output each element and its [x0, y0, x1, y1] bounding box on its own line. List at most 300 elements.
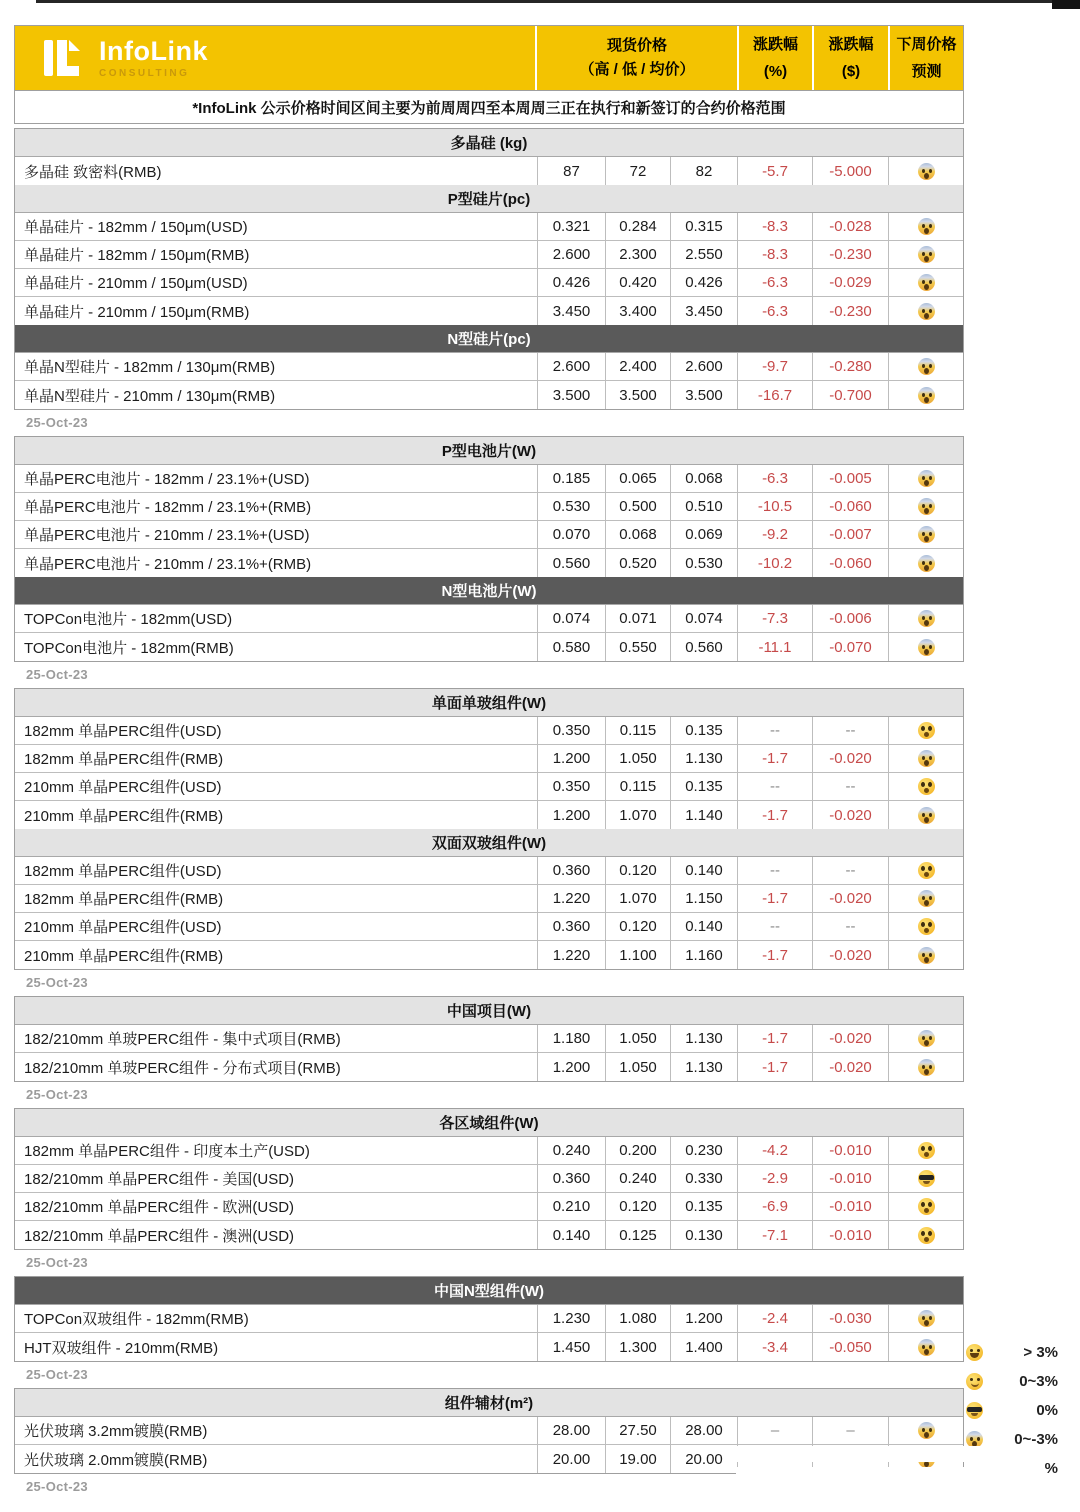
change-percent: -10.5	[737, 493, 812, 520]
price-avg: 0.135	[670, 717, 737, 744]
forecast-cell	[888, 913, 963, 940]
price-high: 0.360	[537, 913, 605, 940]
section-header	[15, 1389, 963, 1417]
price-avg: 0.140	[670, 913, 737, 940]
change-percent: -9.2	[737, 521, 812, 548]
forecast-cell	[888, 1137, 963, 1164]
section-title: 中国项目(W)	[446, 1003, 532, 1020]
price-high: 0.360	[537, 1165, 605, 1192]
table-row	[15, 213, 963, 241]
section-rows	[15, 1305, 963, 1361]
price-high: 1.200	[537, 1053, 605, 1081]
section-title: 双面双玻组件(W)	[431, 835, 547, 852]
price-low: 0.125	[605, 1221, 670, 1249]
change-percent: -6.3	[737, 269, 812, 296]
price-high: 0.426	[537, 269, 605, 296]
forecast-cell	[888, 269, 963, 296]
price-low: 0.200	[605, 1137, 670, 1164]
change-dollar: –	[812, 1417, 888, 1444]
change-dollar: -0.700	[812, 381, 888, 409]
section-header	[15, 829, 963, 857]
section-title: N型电池片(W)	[441, 583, 537, 600]
forecast-cell	[888, 213, 963, 240]
price-low: 0.284	[605, 213, 670, 240]
price-high: 2.600	[537, 241, 605, 268]
scream-emoji-icon	[918, 358, 935, 375]
section-rows	[15, 157, 963, 185]
astonished-emoji-icon	[918, 862, 935, 879]
price-high: 1.200	[537, 745, 605, 772]
change-dollar: -0.028	[812, 213, 888, 240]
price-avg: 0.530	[670, 549, 737, 577]
product-name: 182mm 单晶PERC组件(RMB)	[24, 751, 224, 768]
scream-emoji-icon	[918, 1339, 935, 1356]
price-high: 1.180	[537, 1025, 605, 1052]
product-name: HJT双玻组件 - 210mm(RMB)	[24, 1339, 219, 1357]
product-name: 182/210mm 单晶PERC组件 - 欧洲(USD)	[24, 1199, 295, 1216]
change-percent: -11.1	[737, 633, 812, 661]
forecast-cell	[888, 1165, 963, 1192]
table-row	[15, 1137, 963, 1165]
change-percent: -6.3	[737, 465, 812, 492]
brand-text	[99, 35, 208, 79]
change-dollar: -0.006	[812, 605, 888, 632]
col-spot-price-title: 现货价格	[606, 37, 667, 54]
product-name: 210mm 单晶PERC组件(RMB)	[24, 947, 224, 965]
price-avg: 0.330	[670, 1165, 737, 1192]
price-high: 28.00	[537, 1417, 605, 1444]
change-dollar: -0.060	[812, 493, 888, 520]
price-avg: 1.160	[670, 941, 737, 969]
price-low: 1.100	[605, 941, 670, 969]
forecast-cell	[888, 857, 963, 884]
table-row	[15, 633, 963, 661]
price-low: 0.550	[605, 633, 670, 661]
forecast-cell	[888, 157, 963, 185]
product-name: 光伏玻璃 3.2mm镀膜(RMB)	[24, 1423, 208, 1440]
scream-emoji-icon	[918, 947, 935, 964]
price-avg: 28.00	[670, 1417, 737, 1444]
price-avg: 1.200	[670, 1305, 737, 1332]
section-header	[15, 1109, 963, 1137]
price-high: 0.210	[537, 1193, 605, 1220]
scream-emoji-icon	[918, 1030, 935, 1047]
forecast-cell	[888, 605, 963, 632]
date-label: 25-Oct-23	[26, 1479, 88, 1494]
forecast-cell	[888, 1221, 963, 1249]
date-label: 25-Oct-23	[26, 1255, 88, 1270]
table-row	[15, 885, 963, 913]
price-high: 1.200	[537, 801, 605, 829]
table-row	[15, 1333, 963, 1361]
price-table	[14, 996, 964, 1082]
price-high: 0.560	[537, 549, 605, 577]
price-avg: 0.510	[670, 493, 737, 520]
scream-emoji-icon	[918, 1310, 935, 1327]
forecast-cell	[888, 941, 963, 969]
price-avg: 0.315	[670, 213, 737, 240]
table-section	[15, 325, 963, 409]
product-name: TOPCon电池片 - 182mm(USD)	[24, 611, 233, 628]
price-high: 1.220	[537, 885, 605, 912]
price-low: 0.420	[605, 269, 670, 296]
price-high: 0.185	[537, 465, 605, 492]
change-dollar: -0.010	[812, 1193, 888, 1220]
section-title: P型电池片(W)	[441, 443, 537, 460]
change-dollar: -0.030	[812, 1305, 888, 1332]
price-high: 0.240	[537, 1137, 605, 1164]
forecast-cell	[888, 717, 963, 744]
section-header	[15, 689, 963, 717]
product-name: 单晶PERC电池片 - 182mm / 23.1%+(RMB)	[24, 499, 312, 516]
table-section	[15, 1277, 963, 1361]
forecast-cell	[888, 745, 963, 772]
astonished-emoji-icon	[918, 722, 935, 739]
section-title: P型硅片(pc)	[447, 191, 531, 208]
section-title: 各区域组件(W)	[439, 1115, 539, 1132]
price-table-blocks	[0, 128, 1080, 1500]
change-percent: -7.3	[737, 605, 812, 632]
price-high: 2.600	[537, 353, 605, 380]
table-row	[15, 157, 963, 185]
col-spot-price	[535, 26, 737, 90]
price-avg: 1.130	[670, 745, 737, 772]
price-avg: 0.140	[670, 857, 737, 884]
change-percent: --	[737, 773, 812, 800]
product-name: TOPCon双玻组件 - 182mm(RMB)	[24, 1311, 249, 1328]
section-header	[15, 997, 963, 1025]
white-mask-overlay	[736, 1467, 1014, 1493]
table-row	[15, 1165, 963, 1193]
scream-emoji-icon	[918, 470, 935, 487]
top-corner-mark	[1052, 0, 1080, 9]
price-low: 72	[605, 157, 670, 185]
price-low: 0.240	[605, 1165, 670, 1192]
price-low: 0.115	[605, 773, 670, 800]
change-percent: --	[737, 717, 812, 744]
change-dollar: --	[812, 773, 888, 800]
table-row	[15, 605, 963, 633]
forecast-cell	[888, 549, 963, 577]
section-title: 多晶硅 (kg)	[450, 135, 528, 152]
table-row	[15, 1221, 963, 1249]
change-dollar: --	[812, 717, 888, 744]
price-high: 87	[537, 157, 605, 185]
section-rows	[15, 1137, 963, 1249]
cool-emoji-icon	[966, 1402, 983, 1419]
price-low: 1.050	[605, 1025, 670, 1052]
table-row	[15, 493, 963, 521]
product-name: 210mm 单晶PERC组件(RMB)	[24, 807, 224, 825]
price-avg: 1.150	[670, 885, 737, 912]
change-percent: -1.7	[737, 745, 812, 772]
astonished-emoji-icon	[918, 778, 935, 795]
price-avg: 3.450	[670, 297, 737, 325]
date-label: 25-Oct-23	[26, 415, 88, 430]
change-dollar: -0.050	[812, 1333, 888, 1361]
date-label: 25-Oct-23	[26, 1087, 88, 1102]
forecast-cell	[888, 241, 963, 268]
product-name: 182mm 单晶PERC组件(RMB)	[24, 891, 224, 908]
legend-label: %	[1044, 1460, 1058, 1477]
change-percent: –	[737, 1417, 812, 1444]
price-low: 0.500	[605, 493, 670, 520]
smile-emoji-icon	[966, 1373, 983, 1390]
product-name: 单晶PERC电池片 - 182mm / 23.1%+(USD)	[24, 471, 310, 488]
change-percent: -1.7	[737, 885, 812, 912]
table-row	[15, 549, 963, 577]
change-dollar: -0.020	[812, 885, 888, 912]
legend-item	[952, 1367, 1064, 1396]
scream-emoji-icon	[918, 387, 935, 404]
forecast-cell	[888, 1305, 963, 1332]
price-avg: 82	[670, 157, 737, 185]
change-percent: -3.4	[737, 1333, 812, 1361]
price-low: 3.500	[605, 381, 670, 409]
product-name: 单晶硅片 - 182mm / 150μm(RMB)	[24, 247, 250, 264]
table-row	[15, 801, 963, 829]
table-row	[15, 1053, 963, 1081]
price-avg: 0.560	[670, 633, 737, 661]
legend-label: 0%	[1036, 1402, 1058, 1419]
section-rows	[15, 717, 963, 829]
price-low: 0.065	[605, 465, 670, 492]
price-low: 19.00	[605, 1445, 670, 1473]
scream-emoji-icon	[918, 246, 935, 263]
change-percent: -1.7	[737, 801, 812, 829]
legend-item	[952, 1338, 1064, 1367]
change-dollar: -0.020	[812, 745, 888, 772]
scream-emoji-icon	[918, 218, 935, 235]
price-avg: 0.426	[670, 269, 737, 296]
table-section	[15, 129, 963, 185]
product-name: 单晶硅片 - 182mm / 150μm(USD)	[24, 219, 248, 236]
table-row	[15, 1025, 963, 1053]
price-avg: 0.074	[670, 605, 737, 632]
change-percent: -9.7	[737, 353, 812, 380]
brand-area	[15, 26, 535, 90]
top-border-line	[36, 0, 1080, 3]
scream-emoji-icon	[918, 163, 935, 180]
product-name: 210mm 单晶PERC组件(USD)	[24, 919, 222, 936]
scream-emoji-icon	[918, 303, 935, 320]
price-high: 1.230	[537, 1305, 605, 1332]
price-low: 0.071	[605, 605, 670, 632]
price-block	[14, 436, 964, 688]
price-low: 0.120	[605, 857, 670, 884]
change-percent: -1.7	[737, 1053, 812, 1081]
forecast-cell	[888, 801, 963, 829]
table-row	[15, 381, 963, 409]
astonished-emoji-icon	[918, 1198, 935, 1215]
table-row	[15, 241, 963, 269]
price-note: *InfoLink 公示价格时间区间主要为前周周四至本周周三正在执行和新签订的合约价格范围	[15, 90, 963, 123]
forecast-cell	[888, 521, 963, 548]
table-section	[15, 185, 963, 325]
change-percent: -8.3	[737, 241, 812, 268]
change-percent: --	[737, 857, 812, 884]
table-section	[15, 577, 963, 661]
price-high: 0.070	[537, 521, 605, 548]
change-percent: -4.2	[737, 1137, 812, 1164]
section-header	[15, 577, 963, 605]
product-name: 182mm 单晶PERC组件(USD)	[24, 723, 222, 740]
scream-emoji-icon	[918, 526, 935, 543]
legend-label: 0~3%	[1019, 1373, 1058, 1390]
section-header	[15, 437, 963, 465]
scream-emoji-icon	[918, 610, 935, 627]
table-row	[15, 297, 963, 325]
change-dollar: -5.000	[812, 157, 888, 185]
scream-emoji-icon	[918, 1422, 935, 1439]
section-header	[15, 325, 963, 353]
change-percent: -6.3	[737, 297, 812, 325]
price-avg: 0.230	[670, 1137, 737, 1164]
scream-emoji-icon	[918, 750, 935, 767]
scream-emoji-icon	[918, 890, 935, 907]
table-row	[15, 913, 963, 941]
table-row	[15, 465, 963, 493]
scream-emoji-icon	[918, 498, 935, 515]
legend-item	[952, 1396, 1064, 1425]
section-title: 单面单玻组件(W)	[431, 695, 547, 712]
change-percent: --	[737, 913, 812, 940]
change-dollar: -0.020	[812, 941, 888, 969]
price-avg: 1.130	[670, 1053, 737, 1081]
price-avg: 0.130	[670, 1221, 737, 1249]
scream-emoji-icon	[918, 807, 935, 824]
forecast-cell	[888, 1053, 963, 1081]
grin-emoji-icon	[966, 1344, 983, 1361]
table-section	[15, 437, 963, 577]
section-rows	[15, 1025, 963, 1081]
change-percent: -7.1	[737, 1221, 812, 1249]
section-rows	[15, 1417, 963, 1473]
change-dollar: -0.020	[812, 1025, 888, 1052]
section-rows	[15, 213, 963, 325]
forecast-cell	[888, 353, 963, 380]
change-dollar: -0.010	[812, 1137, 888, 1164]
price-high: 0.580	[537, 633, 605, 661]
section-rows	[15, 605, 963, 661]
change-dollar: -0.070	[812, 633, 888, 661]
change-dollar: -0.029	[812, 269, 888, 296]
price-high: 20.00	[537, 1445, 605, 1473]
price-high: 0.350	[537, 773, 605, 800]
price-high: 0.350	[537, 717, 605, 744]
change-percent: -2.4	[737, 1305, 812, 1332]
price-low: 27.50	[605, 1417, 670, 1444]
col-change-dollar: 涨跌幅 ($)	[812, 26, 888, 90]
price-table	[14, 688, 964, 970]
price-low: 0.068	[605, 521, 670, 548]
change-dollar: -0.007	[812, 521, 888, 548]
legend-label: 0~-3%	[1014, 1431, 1058, 1448]
forecast-cell	[888, 493, 963, 520]
product-name: 单晶PERC电池片 - 210mm / 23.1%+(USD)	[24, 527, 310, 544]
table-row	[15, 745, 963, 773]
price-low: 2.300	[605, 241, 670, 268]
astonished-emoji-icon	[918, 1227, 935, 1244]
price-low: 1.300	[605, 1333, 670, 1361]
price-low: 1.070	[605, 801, 670, 829]
price-block	[14, 688, 964, 996]
forecast-cell	[888, 297, 963, 325]
product-name: 210mm 单晶PERC组件(USD)	[24, 779, 222, 796]
price-high: 0.074	[537, 605, 605, 632]
section-header	[15, 1277, 963, 1305]
product-name: 182/210mm 单晶PERC组件 - 澳洲(USD)	[24, 1227, 295, 1245]
price-avg: 2.550	[670, 241, 737, 268]
table-section	[15, 997, 963, 1081]
section-title: N型硅片(pc)	[447, 331, 531, 348]
price-low: 1.070	[605, 885, 670, 912]
cool-emoji-icon	[918, 1170, 935, 1187]
price-low: 0.115	[605, 717, 670, 744]
change-percent: -6.9	[737, 1193, 812, 1220]
price-high: 0.360	[537, 857, 605, 884]
section-title: 组件辅材(m²)	[444, 1395, 534, 1412]
change-percent: -1.7	[737, 941, 812, 969]
section-rows	[15, 353, 963, 409]
change-dollar: -0.230	[812, 297, 888, 325]
legend-label: > 3%	[1023, 1344, 1058, 1361]
product-name: 182/210mm 单玻PERC组件 - 集中式项目(RMB)	[24, 1031, 341, 1048]
forecast-cell	[888, 633, 963, 661]
change-percent: -5.7	[737, 157, 812, 185]
price-avg: 3.500	[670, 381, 737, 409]
infolink-logo-icon	[41, 35, 87, 81]
change-dollar: -0.280	[812, 353, 888, 380]
header-row	[15, 26, 963, 90]
section-rows	[15, 465, 963, 577]
white-mask-overlay	[736, 1446, 1014, 1462]
table-row	[15, 1417, 963, 1445]
price-high: 3.500	[537, 381, 605, 409]
product-name: 182/210mm 单玻PERC组件 - 分布式项目(RMB)	[24, 1059, 341, 1077]
product-name: TOPCon电池片 - 182mm(RMB)	[24, 639, 234, 657]
price-avg: 0.135	[670, 1193, 737, 1220]
table-section	[15, 829, 963, 969]
product-name: 单晶硅片 - 210mm / 150μm(USD)	[24, 275, 248, 292]
change-dollar: -0.010	[812, 1221, 888, 1249]
col-forecast: 下周价格 预测	[888, 26, 963, 90]
product-name: 单晶硅片 - 210mm / 150μm(RMB)	[24, 303, 250, 321]
change-dollar: -0.060	[812, 549, 888, 577]
date-label: 25-Oct-23	[26, 667, 88, 682]
date-label: 25-Oct-23	[26, 1367, 88, 1382]
table-row	[15, 857, 963, 885]
price-avg: 0.068	[670, 465, 737, 492]
price-table	[14, 1108, 964, 1250]
price-avg: 1.130	[670, 1025, 737, 1052]
price-high: 0.321	[537, 213, 605, 240]
change-percent: -8.3	[737, 213, 812, 240]
product-name: 单晶N型硅片 - 182mm / 130μm(RMB)	[24, 359, 276, 376]
price-low: 1.080	[605, 1305, 670, 1332]
brand-name: InfoLink	[99, 35, 208, 66]
price-avg: 0.069	[670, 521, 737, 548]
change-dollar: --	[812, 913, 888, 940]
section-title: 中国N型组件(W)	[434, 1283, 544, 1300]
price-low: 2.400	[605, 353, 670, 380]
price-avg: 20.00	[670, 1445, 737, 1473]
scream-emoji-icon	[918, 274, 935, 291]
product-name: 光伏玻璃 2.0mm镀膜(RMB)	[24, 1451, 208, 1469]
price-avg: 1.140	[670, 801, 737, 829]
change-dollar: --	[812, 857, 888, 884]
price-low: 1.050	[605, 1053, 670, 1081]
